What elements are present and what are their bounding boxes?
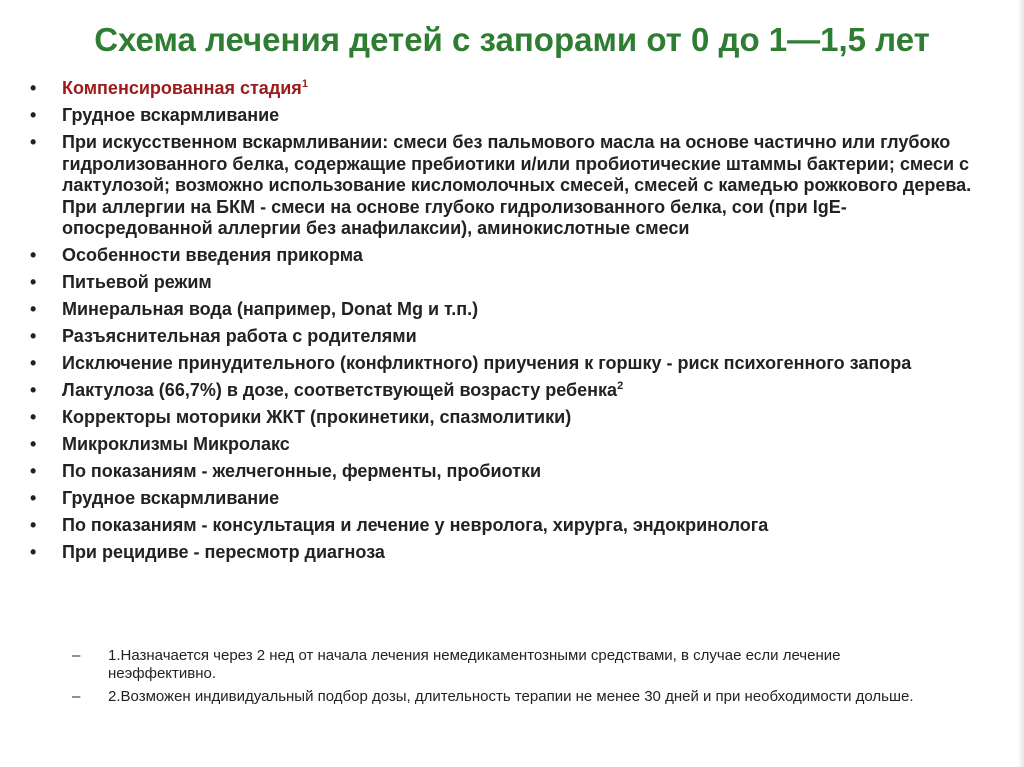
list-item-text: Исключение принудительного (конфликтного) приучения к горшку - риск психогенного запора [62, 353, 912, 373]
list-item-text: Минеральная вода (например, Donat Mg и т.п.) [62, 299, 479, 319]
bullet-icon: • [30, 380, 37, 400]
list-item-text: Грудное вскармливание [62, 105, 280, 125]
footnote-ref: 2 [617, 380, 624, 392]
bullet-icon: • [30, 488, 37, 508]
list-item [30, 272, 990, 294]
list-item [30, 299, 990, 321]
bullet-icon: • [30, 407, 37, 427]
footnote-item [72, 688, 952, 706]
bullet-icon: • [30, 461, 37, 481]
list-item [30, 515, 990, 537]
list-item-text: Корректоры моторики ЖКТ (прокинетики, спазмолитики) [62, 407, 572, 427]
list-item-text: Компенсированная стадия [62, 78, 302, 98]
list-item [30, 407, 990, 429]
list-item-text: При рецидиве - пересмотр диагноза [62, 542, 385, 562]
list-item-text: Лактулоза (66,7%) в дозе, соответствующей возрасту ребенка [62, 380, 618, 400]
list-item-text: По показаниям - желчегонные, ферменты, пробиотки [62, 461, 542, 481]
bullet-icon: • [30, 105, 37, 125]
bullet-icon: • [30, 542, 37, 562]
dash-icon: – [72, 647, 81, 664]
list-item [30, 488, 990, 510]
bullet-icon: • [30, 132, 37, 152]
bullet-icon: • [30, 245, 37, 265]
list-item [30, 132, 990, 240]
dash-icon: – [72, 688, 81, 705]
bullet-icon: • [30, 326, 37, 346]
list-item-text: Особенности введения прикорма [62, 245, 363, 265]
list-item-text: Грудное вскармливание [62, 488, 280, 508]
list-item [30, 461, 990, 483]
slide-title: Схема лечения детей с запорами от 0 до 1—1,5 лет [94, 21, 930, 58]
footnotes [72, 647, 952, 712]
list-item [30, 353, 990, 375]
footnote-text: 1.Назначается через 2 нед от начала лечения немедикаментозными средствами, в случае если лечение неэффективно. [108, 647, 841, 682]
list-item-compensated-stage [30, 78, 990, 100]
list-item [30, 434, 990, 456]
slide-edge-shadow [1018, 0, 1024, 767]
list-item [30, 326, 990, 348]
list-item [30, 245, 990, 267]
list-item-text: По показаниям - консультация и лечение у невролога, хирурга, эндокринолога [62, 515, 769, 535]
list-item-text: При искусственном вскармливании: смеси без пальмового масла на основе частично или глубоко гидролизованного белка, содержащие пребиотики и/или пробиотические штаммы бактерии; смеси с лактулозой; возможно использование кисломолочных смесей, смесей с камедью рожкового дерева. При аллергии на БКМ - смеси на основе глубоко гидролизованного белка, сои (при IgE-опосредованной аллергии без анафилаксии), аминокислотные смеси [62, 132, 972, 238]
bullet-icon: • [30, 78, 37, 98]
footnote-ref: 1 [301, 78, 308, 90]
list-item-text: Разъяснительная работа с родителями [62, 326, 417, 346]
bullet-icon: • [30, 353, 37, 373]
list-item-text: Питьевой режим [62, 272, 212, 292]
bullet-icon: • [30, 434, 37, 454]
list-item [30, 542, 990, 564]
footnote-text: 2.Возможен индивидуальный подбор дозы, длительность терапии не менее 30 дней и при необходимости дольше. [108, 688, 914, 705]
footnote-item [72, 647, 952, 682]
list-item [30, 105, 990, 127]
list-item [30, 380, 990, 402]
bullet-icon: • [30, 272, 37, 292]
list-item-text: Микроклизмы Микролакс [62, 434, 290, 454]
bullet-icon: • [30, 299, 37, 319]
bullet-icon: • [30, 515, 37, 535]
treatment-list [30, 78, 990, 569]
